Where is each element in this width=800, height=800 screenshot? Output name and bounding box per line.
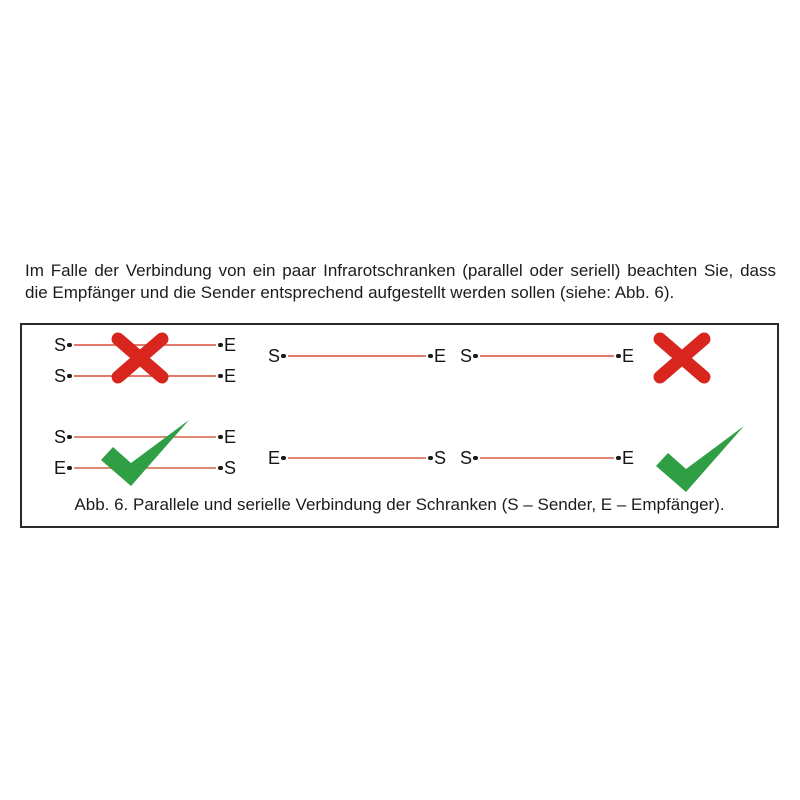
beam-segment	[480, 457, 614, 459]
endpoint-label-left: S	[460, 346, 473, 366]
endpoint-label-right: E	[621, 448, 634, 468]
endpoint-label-right: E	[223, 427, 236, 447]
green-check-icon	[98, 419, 192, 487]
endpoint-label-left: E	[268, 448, 281, 468]
green-check-icon	[653, 425, 747, 493]
red-cross-icon	[650, 330, 714, 386]
beam-segment	[288, 457, 426, 459]
endpoint-label-right: E	[621, 346, 634, 366]
endpoint-label-left: E	[54, 458, 67, 478]
endpoint-label-right: S	[223, 458, 236, 478]
beam-line-serial-correct-2	[460, 448, 634, 468]
endpoint-label-left: S	[54, 427, 67, 447]
beam-line-serial-wrong-1	[268, 346, 446, 366]
endpoint-label-left: S	[268, 346, 281, 366]
endpoint-label-right: E	[223, 366, 236, 386]
beam-segment	[480, 355, 614, 357]
endpoint-label-right: E	[433, 346, 446, 366]
intro-line-1: Im Falle der Verbindung von ein paar Infrarotschranken (parallel oder seriell) beachten Sie, dass	[25, 261, 776, 280]
intro-line-2: die Empfänger und die Sender entsprechend aufgestellt werden sollen (siehe: Abb. 6).	[25, 283, 675, 302]
beam-line-serial-correct-1	[268, 448, 446, 468]
endpoint-label-right: E	[223, 335, 236, 355]
beam-segment	[288, 355, 426, 357]
endpoint-label-right: S	[433, 448, 446, 468]
beam-line-serial-wrong-2	[460, 346, 634, 366]
endpoint-label-left: S	[460, 448, 473, 468]
endpoint-label-left: S	[54, 366, 67, 386]
intro-paragraph	[25, 260, 776, 304]
red-cross-icon	[108, 330, 172, 386]
endpoint-label-left: S	[54, 335, 67, 355]
figure-box	[20, 323, 779, 528]
figure-caption: Abb. 6. Parallele und serielle Verbindung der Schranken (S – Sender, E – Empfänger).	[74, 495, 725, 514]
